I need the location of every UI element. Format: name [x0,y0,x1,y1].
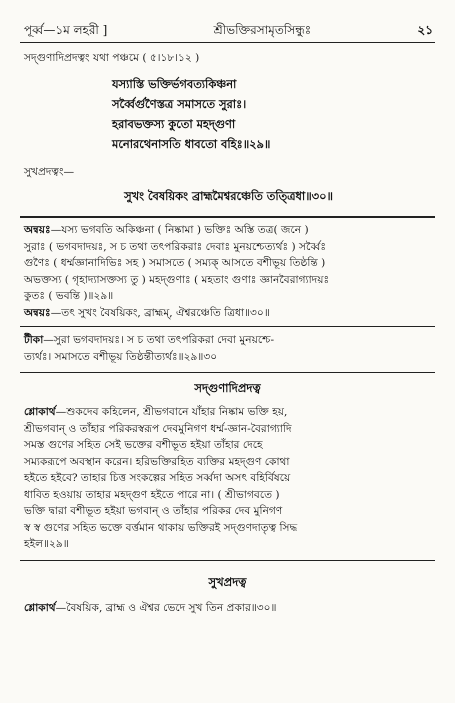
section-rule [20,216,435,218]
anvaya-line: গুণৈঃ ( ধর্ম্মজ্ঞানাদিভিঃ সহ ) সমাসতে ( সম্যক্ আসতে বশীভূয় তিষ্ঠন্তি ) [24,257,326,269]
verse-line: যস্যাস্তি ভক্তির্ভগবত্যকিঞ্চনা [112,77,237,91]
anvaya-line-2: অন্বয়ঃ—তৎ সুখং বৈষয়িকং, ব্রাহ্মম্, ঐশ্বরঞ্চেতি ত্রিধা॥৩০॥ [24,306,270,319]
section-rule [20,560,435,561]
anvaya-line: অন্বয়ঃ—যস্য ভগবতি অকিঞ্চনা ( নিষ্কামা ) ভক্তিঃ অস্তি তত্র( জনে ) [24,224,309,236]
anvaya-label: অন্বয়ঃ [24,224,51,236]
verse-line: সর্ব্বৈর্গুণৈস্তত্র সমাসতে সুরাঃ। [112,97,247,111]
anvaya-block [24,222,433,321]
commentary-block [24,404,433,553]
commentary-line: স্ব স্ব গুণের সহিত ভক্তে বর্ত্তমান থাকায় ভক্তিরই সদ্গুণদাতৃত্ব সিদ্ধ [24,521,298,534]
commentary-line: হইতে হইবে? তাহার চিত্ত সংকল্পের সহিত সর্ব্বদা অসৎ বহির্বিষয়ে [24,472,291,484]
section-rule [20,372,435,373]
section-heading: সদ্গুণাদিপ্রদত্ব [194,381,261,395]
anvaya-line: সুরাঃ ( ভগবদাদয়ঃ, স চ তথা তৎপরিকরাঃ দেবাঃ মুনয়শ্চেত্যর্থঃ ) সর্ব্বৈঃ [24,240,326,253]
tika-line: ত্যর্থঃ। সমাসতে বশীভূয় তিষ্ঠন্তীত্যর্থঃ॥২৯॥৩০ [24,350,218,363]
commentary-line: হইল॥২৯॥ [24,538,69,550]
chapter-label: পূর্ব্ব—১ম লহরী ] [24,23,108,37]
tika-label: টীকা [24,334,44,346]
section-heading: সুখপ্রদত্ব [208,575,247,589]
commentary-line: শ্লোকার্থ—শুকদেব কহিলেন, শ্রীভগবানে যাঁহার নিষ্কাম ভক্তি হয়, [24,406,288,418]
book-title: শ্রীভক্তিরসামৃতসিন্ধুঃ [213,23,312,37]
shlokartha-label: শ্লোকার্থ [24,602,56,614]
commentary-line: শ্রীভগবান্ ও তাঁহার পরিকরস্বরূপ দেবমুনিগণ ধর্ম্ম-জ্ঞান-বৈরাগ্যাদি [24,422,292,435]
header-rule [20,42,435,43]
shlokartha-label: শ্লোকার্থ [24,406,56,418]
verse-line: হরাবভক্তস্য কুতো মহদ্গুণা [112,117,236,131]
commentary-line: সমস্ত গুণের সহিত সেই ভক্তের বশীভূত হইয়া তাঁহার দেহে [24,439,263,451]
page-header [24,22,433,42]
commentary-line: ধাবিত হওয়ায় তাহার মহদ্গুণ হইতে পারে না। ( শ্রীভাগবতে ) [24,488,280,501]
tika-line: টীকা—সুরা ভগবদাদয়ঃ। স চ তথা তৎপরিকরা দেবা মুনয়শ্চে- [24,334,275,346]
sukha-intro: সুখপ্রদত্বং— [24,166,75,178]
anvaya-label: অন্বয়ঃ [24,306,51,319]
verse-intro: সদ্গুণাদিপ্রদত্বং যথা পঞ্চমে ( ৫।১৮।১২ ) [24,52,200,64]
commentary-line: ভক্তি দ্বারা বশীভূত হইয়া ভগবান্ ও তাঁহার পরিকর দেব মুনিগণ [24,505,283,517]
tika-rule [20,326,435,327]
page-number: ২১ [417,23,433,37]
anvaya-line: অভক্তস্য ( গৃহাদ্যাসক্তস্য তু ) মহদ্গুণাঃ ( মহতাং গুণাঃ জ্ঞানবৈরাগ্যাদয়ঃ [24,273,330,286]
commentary-block-2 [24,600,433,617]
verse-29 [112,74,270,154]
tika-block [24,332,433,365]
verse-line: মনোরথেনাসতি ধাবতো বহিঃ॥২৯॥ [112,137,271,151]
commentary-line: শ্লোকার্থ—বৈষয়িক, ব্রাহ্ম ও ঐশ্বর ভেদে সুখ তিন প্রকার॥৩০॥ [24,602,277,614]
anvaya-line: কুতঃ ( ভবন্তি )॥২৯॥ [24,290,114,302]
commentary-line: সম্যকরূপে অবস্থান করেন। হরিভক্তিরহিত ব্যক্তির মহদ্গুণ কোথা [24,455,290,468]
verse-30: সুখং বৈষয়িকং ব্রাহ্মমৈশ্বরঞ্চেতি তত্ত্রিধা॥৩০॥ [124,189,333,203]
